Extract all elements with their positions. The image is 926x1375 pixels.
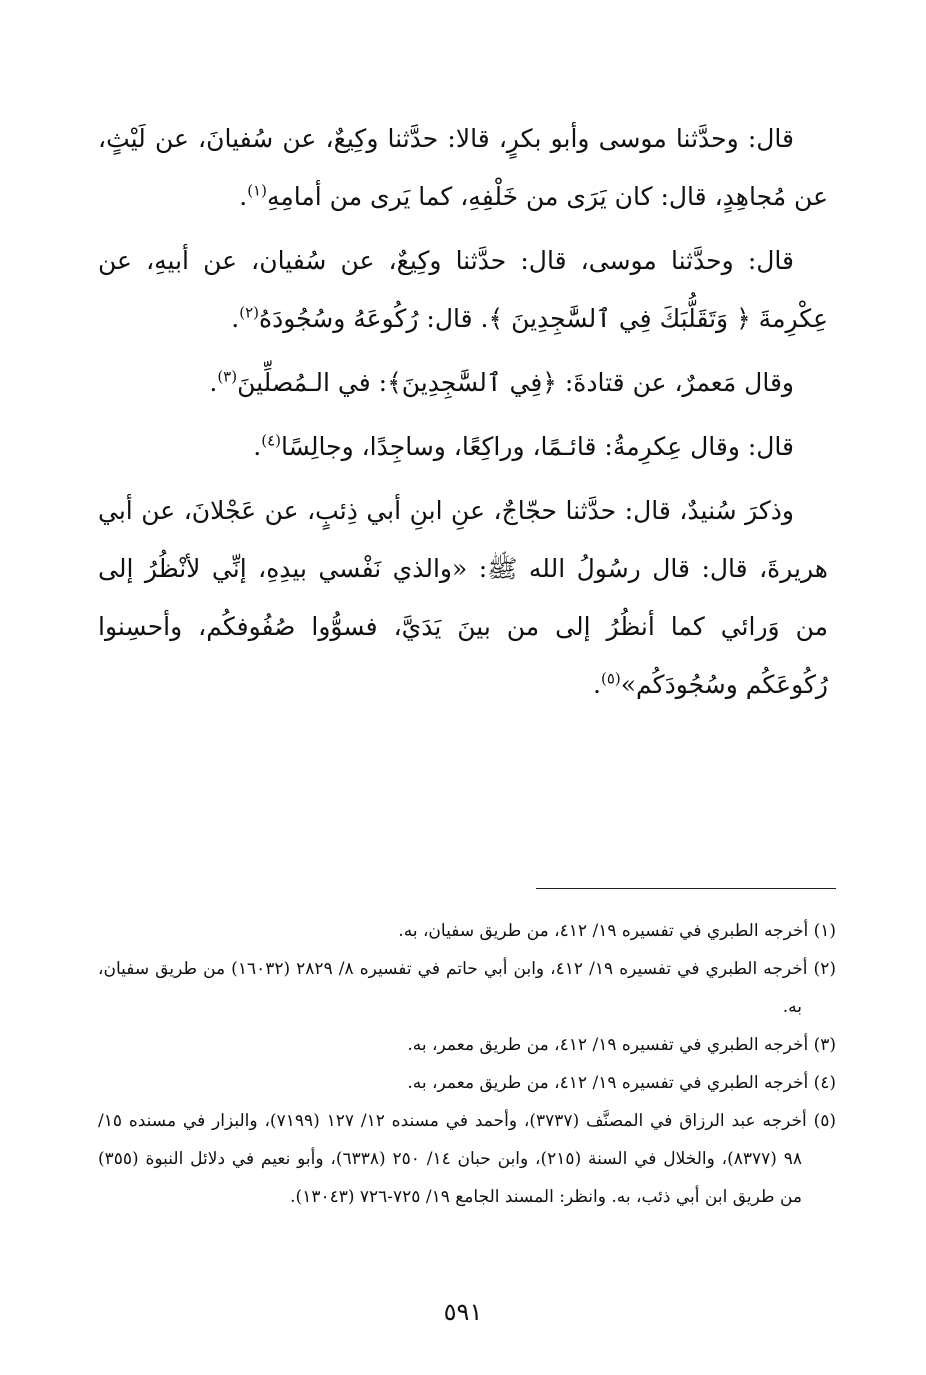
paragraph-5-text: وذكرَ سُنيدٌ، قال: حدَّثنا حجّاجٌ، عنِ ابنِ أبي ذِئبٍ، عن عَجْلانَ، عن أبي هريرةَ، قال: قال رسُولُ الله ﷺ: «والذي نَفْسي بيدِهِ، إنِّي لأنْظُرُ إلى من وَرائي كما أنظُرُ إلى من بينَ يَدَيَّ، فسوُّوا صُفُوفكُم، وأحسِنوا رُكُوعَكُم وسُجُودَكُم» <box>98 496 828 699</box>
paragraph-3 <box>98 354 828 412</box>
footnote-separator <box>536 888 836 889</box>
paragraph-1 <box>98 110 828 226</box>
footnotes <box>98 912 836 1216</box>
footnote-1: (١) أخرجه الطبري في تفسيره ١٩/ ٤١٢، من طريق سفيان، به. <box>398 921 836 941</box>
footnote-ref-3[interactable]: (٣) <box>217 367 238 386</box>
paragraph-4 <box>98 418 828 476</box>
footnote-ref-2[interactable]: (٢) <box>239 303 260 322</box>
paragraph-2 <box>98 232 828 348</box>
paragraph-2-end: . <box>231 304 240 333</box>
paragraph-4-end: . <box>253 432 262 461</box>
footnote-ref-4[interactable]: (٤) <box>261 431 281 450</box>
paragraph-3-end: . <box>209 368 218 397</box>
paragraph-3-text: وقال مَعمرٌ، عن قتادةَ: ﴿فِي ٱلسَّٰجِدِينَ﴾: في الـمُصلِّينَ <box>237 368 794 397</box>
paragraph-4-text: قال: وقال عِكرِمةُ: قائـمًا، وراكِعًا، وساجِدًا، وجالِسًا <box>280 432 794 461</box>
paragraph-5 <box>98 482 828 714</box>
paragraph-1-end: . <box>239 182 248 211</box>
footnote-4: (٤) أخرجه الطبري في تفسيره ١٩/ ٤١٢، من طريق معمر، به. <box>407 1073 836 1093</box>
footnote-ref-1[interactable]: (١) <box>247 181 267 200</box>
footnote-5: (٥) أخرجه عبد الرزاق في المصنَّف (٣٧٣٧)، وأحمد في مسنده ١٢/ ١٢٧ (٧١٩٩)، والبزار في مسنده ١٥/ ٩٨ (٨٣٧٧)، والخلال في السنة (٢١٥)، وابن حبان ١٤/ ٢٥٠ (٦٣٣٨)، وأبو نعيم في دلائل النبوة (٣٥٥) من طريق ابن أبي ذئب، به. وانظر: المسند الجامع ١٩/ ٧٢٥-٧٢٦ (١٣٠٤٣). <box>98 1111 836 1207</box>
main-text <box>98 110 828 720</box>
paragraph-1-text: قال: وحدَّثنا موسى وأبو بكرٍ، قالا: حدَّثنا وكِيعٌ، عن سُفيانَ، عن لَيْثٍ، عن مُجاهِدٍ، قال: كان يَرَى من خَلْفِهِ، كما يَرى من أمامِهِ <box>98 124 828 211</box>
paragraph-2-text: قال: وحدَّثنا موسى، قال: حدَّثنا وكِيعٌ، عن سُفيان، عن أبيهِ، عن عِكْرِمةَ ﴿ وَتَقَلُّبَكَ فِي ٱلسَّٰجِدِينَ ﴾. قال: رُكُوعَهُ وسُجُودَهُ <box>98 246 828 333</box>
footnote-ref-5[interactable]: (٥) <box>600 669 621 688</box>
footnote-3: (٣) أخرجه الطبري في تفسيره ١٩/ ٤١٢، من طريق معمر، به. <box>407 1035 836 1055</box>
page-number: ٥٩١ <box>443 1298 483 1326</box>
paragraph-5-end: . <box>593 670 601 699</box>
footnote-2: (٢) أخرجه الطبري في تفسيره ١٩/ ٤١٢، وابن أبي حاتم في تفسيره ٨/ ٢٨٢٩ (١٦٠٣٢) من طريق سفيان، به. <box>98 959 836 1017</box>
